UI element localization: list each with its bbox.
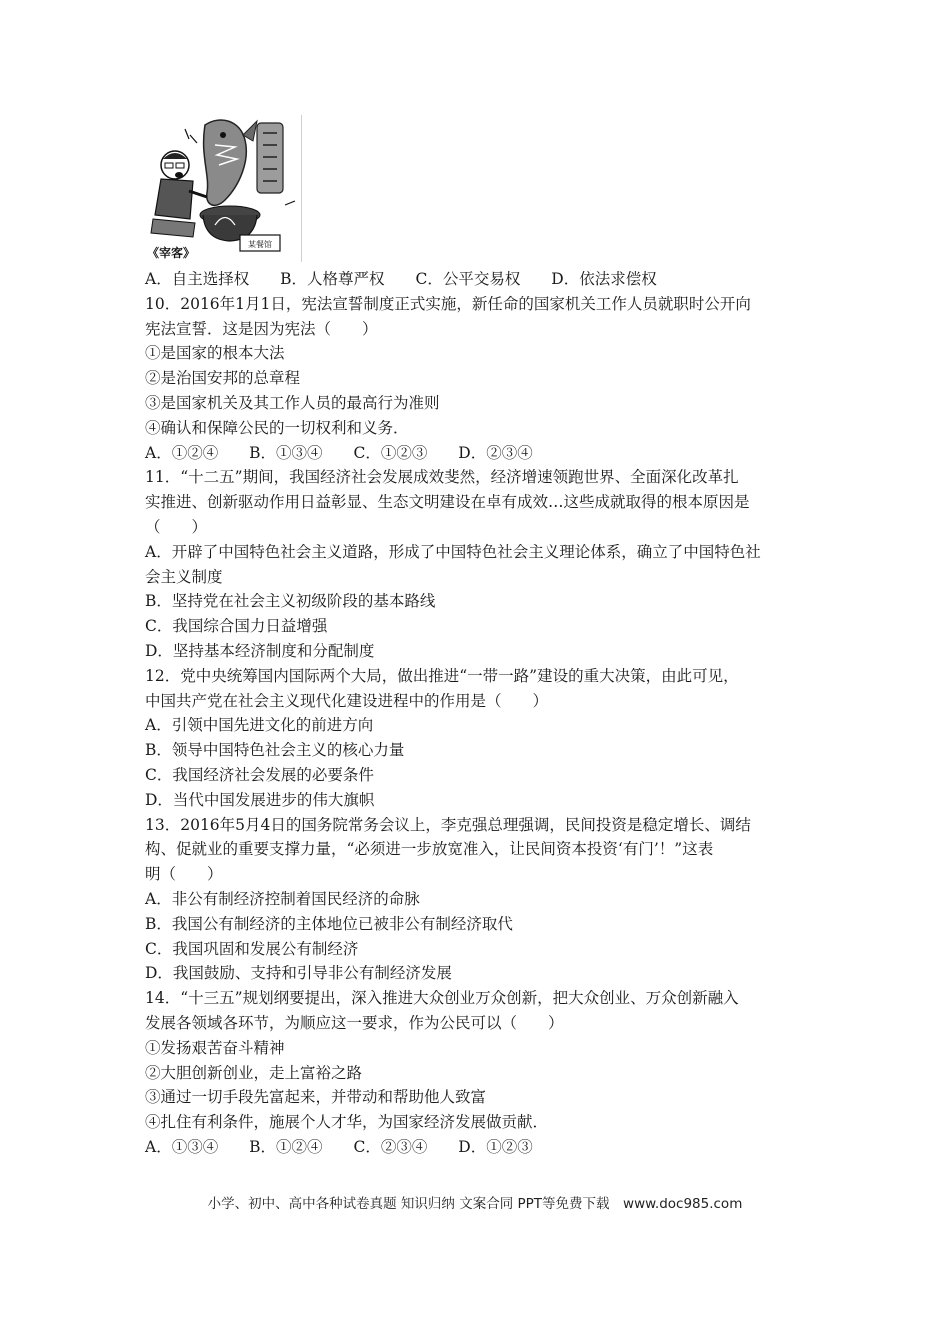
q9-option-c: C．公平交易权 [415,270,521,288]
q9-options [145,267,825,292]
q12-option-b: B．领导中国特色社会主义的核心力量 [145,741,405,760]
q9-option-a: A．自主选择权 [145,270,250,288]
question-text [145,267,825,1160]
q13-stem-line: 13．2016年5月4日的国务院常务会议上，李克强总理强调，民间投资是稳定增长、调结 [145,815,751,834]
q10-option-c: C．①②③ [353,443,428,462]
q14-statement: ④扎住有利条件，施展个人才华，为国家经济发展做贡献． [145,1113,549,1132]
q14-stem-line: 发展各领域各环节，为顺应这一要求，作为公民可以（ ） [145,1013,564,1032]
q14-statement: ①发扬艰苦奋斗精神 [145,1038,285,1057]
q13-option-d: D．我国鼓励、支持和引导非公有制经济发展 [145,964,452,983]
q11-option-b: B．坚持党在社会主义初级阶段的基本路线 [145,592,436,611]
q14-statement: ②大胆创新创业，走上富裕之路 [145,1063,363,1082]
q11-option-a: A．开辟了中国特色社会主义道路，形成了中国特色社会主义理论体系，确立了中国特色社 [145,542,761,561]
cartoon-caption: 《宰客》 [147,246,196,260]
q10-option-d: D．②③④ [458,443,533,462]
q14-stem-line: 14．“十三五”规划纲要提出，深入推进大众创业万众创新，把大众创业、万众创新融入 [145,989,739,1008]
q11-option-d: D．坚持基本经济制度和分配制度 [145,641,375,660]
q14-statement: ③通过一切手段先富起来，并带动和帮助他人致富 [145,1088,487,1107]
q9-option-d: D．依法求偿权 [551,270,657,288]
q10-stem-line: 宪法宣誓．这是因为宪法（ ） [145,319,378,338]
q14-option-a: A．①③④ [145,1137,219,1156]
q11-option-c: C．我国综合国力日益增强 [145,617,328,636]
cartoon-image [145,115,302,262]
page-footer: 小学、初中、高中各种试卷真题 知识归纳 文案合同 PPT等免费下载 www.doc985.com [207,1196,743,1212]
q12-option-c: C．我国经济社会发展的必要条件 [145,765,374,784]
q12-stem-line: 12．党中央统筹国内国际两个大局，做出推进“一带一路”建设的重大决策，由此可见， [145,666,739,685]
q11-stem-line: 实推进、创新驱动作用日益彰显、生态文明建设在卓有成效…这些成就取得的根本原因是 [145,493,750,512]
q10-statement: ④确认和保障公民的一切权利和义务． [145,418,409,437]
q10-option-b: B．①③④ [249,443,323,462]
q10-options [145,441,825,466]
q13-option-a: A．非公有制经济控制着国民经济的命脉 [145,889,420,908]
q14-option-d: D．①②③ [458,1137,533,1156]
q14-option-c: C．②③④ [353,1137,428,1156]
q14-option-b: B．①②④ [249,1137,323,1156]
q10-stem-line: 10．2016年1月1日，宪法宣誓制度正式实施，新任命的国家机关工作人员就职时公开向 [145,294,751,313]
q13-option-b: B．我国公有制经济的主体地位已被非公有制经济取代 [145,914,513,933]
q9-option-b: B．人格尊严权 [280,270,385,288]
q13-stem-line: 构、促就业的重要支撑力量，“必须进一步放宽准入，让民间资本投资‘有门’！”这表 [145,840,714,859]
cartoon-drawing [145,115,301,262]
q11-stem-line: （ ） [145,517,208,536]
q10-option-a: A．①②④ [145,443,219,462]
q12-option-a: A．引领中国先进文化的前进方向 [145,716,374,735]
cartoon-sign-text: 某餐馆 [248,240,272,249]
q13-option-c: C．我国巩固和发展公有制经济 [145,939,359,958]
q11-stem-line: 11．“十二五”期间，我国经济社会发展成效斐然，经济增速领跑世界、全面深化改革扎 [145,468,739,487]
q10-statement: ①是国家的根本大法 [145,344,285,363]
q12-option-d: D．当代中国发展进步的伟大旗帜 [145,790,375,809]
q14-options [145,1135,825,1160]
q10-statement: ②是治国安邦的总章程 [145,369,301,388]
q10-statement: ③是国家机关及其工作人员的最高行为准则 [145,393,440,412]
q12-stem-line: 中国共产党在社会主义现代化建设进程中的作用是（ ） [145,691,549,710]
q11-option-a-cont: 会主义制度 [145,567,223,586]
q13-stem-line: 明（ ） [145,865,223,884]
